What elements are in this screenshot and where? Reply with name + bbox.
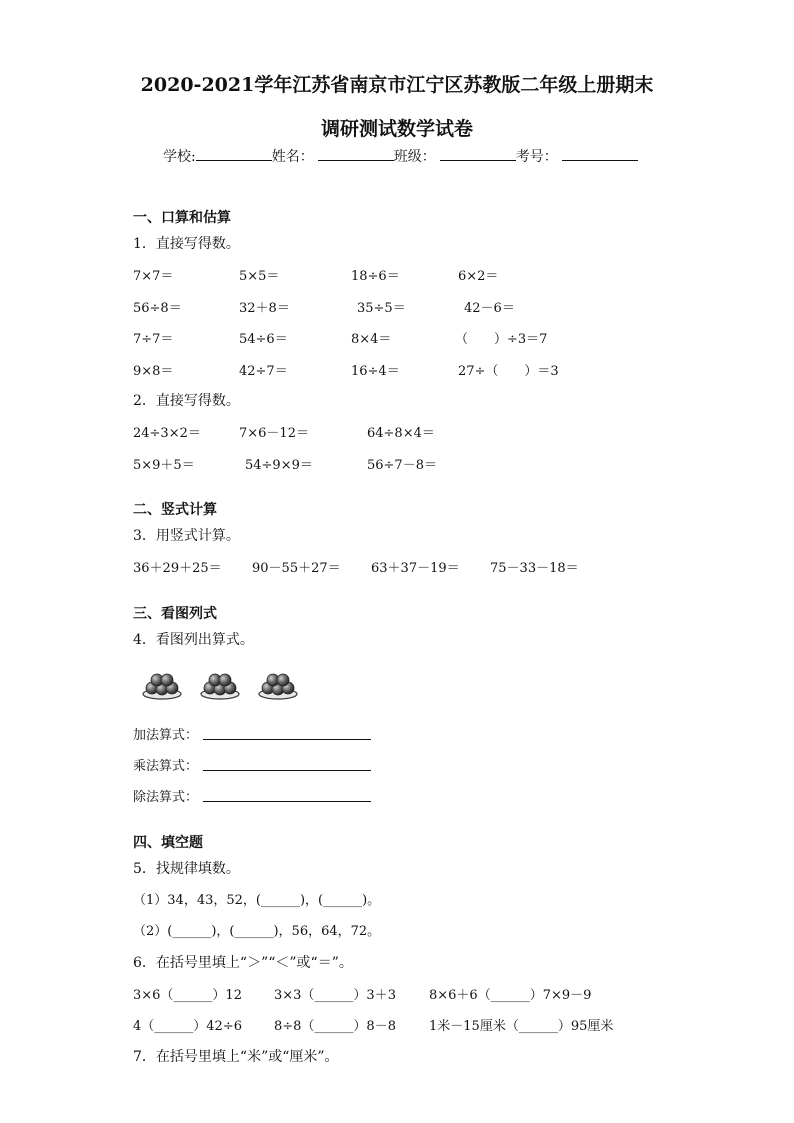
q2-item: 5×9＋5＝	[133, 458, 195, 473]
plate-3	[259, 674, 297, 699]
question-2-label: 2．直接写得数。	[133, 393, 240, 409]
section-title-1: 一、口算和估算	[133, 210, 231, 226]
q1-item: 6×2＝	[458, 269, 499, 284]
question-5-label: 5．找规律填数。	[133, 861, 240, 877]
question-1-label: 1．直接写得数。	[133, 236, 240, 252]
plates-of-balls-image	[140, 664, 310, 704]
q3-item: 63＋37－19＝	[371, 561, 460, 576]
q1-item: 42÷7＝	[239, 364, 288, 379]
plate-1	[143, 674, 181, 699]
q2-item: 24÷3×2＝	[133, 426, 201, 441]
q1-item: 7×7＝	[133, 269, 174, 284]
q6-item: 1米－15厘米（______）95厘米	[429, 1019, 614, 1034]
q1-item: 18÷6＝	[351, 269, 400, 284]
plate-2	[201, 674, 239, 699]
q2-item: 64÷8×4＝	[367, 426, 435, 441]
question-7-label: 7．在括号里填上“米”或“厘米”。	[133, 1049, 339, 1065]
division-answer-line[interactable]	[203, 801, 371, 802]
q2-item: 7×6－12＝	[239, 426, 309, 441]
q1-item: 8×4＝	[351, 332, 392, 347]
q5-row-1: （1）34，43，52，(______)，(______)。	[133, 893, 381, 908]
q1-item: 5×5＝	[239, 269, 280, 284]
exam-no-blank[interactable]	[562, 146, 638, 161]
q1-item: （ ）÷3＝7	[455, 332, 548, 347]
q1-item: 7÷7＝	[133, 332, 174, 347]
addition-label: 加法算式：	[133, 728, 199, 743]
q1-item: 42－6＝	[464, 301, 515, 316]
class-blank[interactable]	[440, 146, 516, 161]
multiplication-label: 乘法算式：	[133, 759, 199, 774]
page-title-line1: 2020-2021学年江苏省南京市江宁区苏教版二年级上册期末	[140, 74, 654, 96]
q5-row-2: （2）(______)，(______)，56，64，72。	[133, 924, 381, 939]
q2-item: 56÷7－8＝	[367, 458, 437, 473]
name-label: 姓名：	[271, 149, 314, 165]
class-label: 班级：	[393, 149, 436, 165]
addition-answer-line[interactable]	[203, 739, 371, 740]
multiplication-answer-line[interactable]	[203, 770, 371, 771]
division-label: 除法算式：	[133, 790, 199, 805]
section-title-2: 二、竖式计算	[133, 502, 217, 518]
question-6-label: 6．在括号里填上“＞”“＜”或“＝”。	[133, 955, 353, 971]
q1-item: 54÷6＝	[239, 332, 288, 347]
q6-item: 4（______）42÷6	[133, 1019, 242, 1034]
page-title-line2: 调研测试数学试卷	[320, 118, 473, 140]
school-label: 学校:	[163, 149, 196, 165]
q1-item: 32＋8＝	[239, 301, 290, 316]
q6-item: 3×3（______）3＋3	[274, 988, 396, 1003]
q1-item: 27÷（ ）＝3	[458, 364, 559, 379]
q6-item: 8÷8（______）8－8	[274, 1019, 396, 1034]
q2-item: 54÷9×9＝	[245, 458, 313, 473]
q3-item: 36＋29＋25＝	[133, 561, 222, 576]
question-4-label: 4．看图列出算式。	[133, 632, 254, 648]
q1-item: 56÷8＝	[133, 301, 182, 316]
q1-item: 9×8＝	[133, 364, 174, 379]
exam-no-label: 考号：	[515, 149, 558, 165]
q1-item: 16÷4＝	[351, 364, 400, 379]
header-fields	[163, 146, 638, 166]
name-blank[interactable]	[318, 146, 394, 161]
q3-item: 90－55＋27＝	[252, 561, 341, 576]
section-title-4: 四、填空题	[133, 835, 203, 851]
q1-item: 35÷5＝	[357, 301, 406, 316]
section-title-3: 三、看图列式	[133, 606, 217, 622]
q6-item: 3×6（______）12	[133, 988, 242, 1003]
question-3-label: 3．用竖式计算。	[133, 528, 240, 544]
q6-item: 8×6＋6（______）7×9－9	[429, 988, 592, 1003]
school-blank[interactable]	[196, 146, 272, 161]
q3-item: 75－33－18＝	[490, 561, 579, 576]
